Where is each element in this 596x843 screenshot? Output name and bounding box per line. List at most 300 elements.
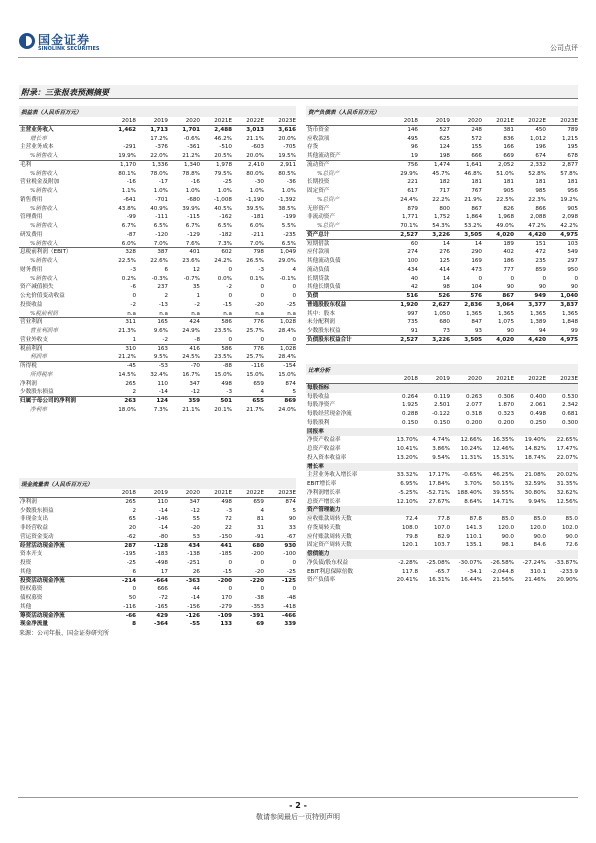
table-cell: 5 [292,389,296,396]
table-cell [418,550,450,559]
row-label: 存货周转天数 [307,524,341,531]
row-label: %总资产 [317,196,340,203]
table-cell: 1,075 [497,319,514,326]
year-header: 2020 [185,490,200,496]
table-cell: 549 [567,249,578,256]
row-label: 资产管理能力 [307,507,341,514]
table-row [19,178,296,187]
row-label: 固定资产周转天数 [307,542,352,549]
table-cell [418,463,450,472]
table-cell: -235 [283,231,296,238]
table-cell: 20 [128,525,136,531]
table-cell: 0 [228,586,232,593]
table-row [306,327,578,336]
table-cell: 416 [189,345,200,352]
table-cell: 60 [410,240,418,247]
table-cell: 248 [471,126,482,133]
table-cell: 14 [474,240,482,247]
table-cell: 6 [164,266,168,273]
row-label: 增长率 [30,135,47,142]
table-cell: 0.150 [401,419,418,426]
table-cell: 90 [570,284,578,291]
table-cell: 2,332 [529,161,546,168]
table-cell: 2,098 [561,214,578,221]
table-row [19,135,296,144]
table-cell: 40.9% [150,205,168,212]
table-cell: -510 [219,144,232,151]
row-label: %销售收入 [30,153,58,159]
table-cell: 776 [253,345,264,352]
table-cell: 387 [157,249,168,256]
table-cell: 221 [407,179,418,186]
table-cell: 98.1 [501,542,514,549]
table-row [19,266,296,275]
table-cell: 8.64% [464,498,482,505]
table-cell: 24.5% [182,354,200,361]
table-cell: 91 [410,328,418,334]
table-cell: 867 [502,293,514,299]
table-cell: 54.3% [432,223,450,229]
table-cell: 414 [439,266,450,273]
table-cell [450,506,482,515]
table-cell: 103.7 [433,542,450,549]
table-cell: -72 [158,595,168,601]
table-cell: 4,020 [496,336,514,343]
table-cell: 50.15% [492,481,514,487]
table-cell: 93 [474,328,482,334]
table-row [306,196,578,205]
table-cell: 666 [471,153,482,159]
table-cell: 15.0% [246,371,264,378]
table-cell: 3,013 [246,126,264,133]
table-row [19,213,296,222]
row-label: 应收款项 [307,135,330,142]
table-cell: 0 [228,336,232,343]
table-cell: 21.9% [464,196,482,203]
table-cell: -353 [251,603,264,610]
table-cell: 23.6% [182,258,200,264]
table-cell: 6.5% [217,223,232,229]
row-label: %销售收入 [30,275,58,282]
table-cell: 110 [157,498,168,505]
table-cell: 274 [407,249,418,256]
table-cell: 1,049 [279,249,296,256]
table-cell: -391 [250,612,264,619]
table-cell: -0.65% [462,472,482,479]
table-cell: 26 [192,568,200,575]
year-header: 2018 [403,376,418,382]
row-label: %总资产 [317,223,340,229]
table-cell [482,550,514,559]
header-blank [19,489,104,497]
table-cell: 6.7% [121,223,136,229]
table-cell: 2,527 [400,336,418,343]
table-cell: 72 [224,516,232,523]
table-cell: 85.0 [501,516,514,522]
row-label: 其他 [20,568,32,575]
table-cell: 0.2% [121,275,136,282]
table-cell: 96 [410,144,418,151]
table-cell: 165 [157,319,168,326]
table-cell: 13.20% [396,454,418,461]
year-header: 2019 [435,376,450,382]
table-cell: 21.2% [118,354,136,361]
table-title: 资产负债表（人民币百万元） [306,106,578,117]
table-cell: -279 [219,603,232,610]
table-cell: 21.2% [182,153,200,159]
table-cell: 3,505 [464,231,482,238]
table-row [19,542,296,551]
table-cell: -15 [222,568,232,575]
row-label: 负债 [307,293,319,299]
table-cell: 678 [567,153,578,159]
table-cell: -185 [219,551,232,558]
table-cell: 2 [132,507,136,514]
row-label: %销售收入 [30,205,58,212]
table-row [306,205,578,214]
table-cell: 65 [128,516,136,523]
table-cell: 1,365 [529,310,546,317]
table-row [306,266,578,275]
table-row [306,576,578,585]
table-cell: 26.5% [246,258,264,264]
table-cell: -705 [283,144,296,151]
table-cell: 13.70% [396,437,418,444]
table-cell: 602 [221,249,232,256]
table-cell: 0 [260,293,264,299]
table-cell: 1.0% [153,188,168,194]
table-cell [514,550,546,559]
table-row [306,506,578,515]
table-row [306,152,578,161]
table-cell: 20.0% [278,135,296,142]
table-cell: 328 [125,249,136,256]
table-cell: -3 [226,389,232,396]
table-cell: 104 [471,284,482,291]
table-cell: 798 [253,249,264,256]
table-cell: 1,474 [433,161,450,168]
table-cell: -664 [154,577,168,584]
year-header: 2019 [435,118,450,124]
table-cell: 22.2% [432,196,450,203]
table-cell: 38.5% [278,205,296,212]
table-cell: 78.8% [182,170,200,177]
table-cell: -25 [222,179,232,186]
disclaimer: 敬请参阅最后一页特别声明 [256,813,340,821]
table-row [306,292,578,301]
row-label: 非现金支出 [20,516,48,523]
table-cell: 473 [471,266,482,273]
table-header-row [306,375,578,384]
table-cell: 15.0% [214,371,232,378]
table-cell: -3 [226,507,232,514]
row-label: 研发费用 [20,231,43,238]
row-label: 其他流动负债 [307,258,341,264]
table-cell: -25 [286,568,296,575]
table-cell: 124 [439,144,450,151]
table-cell: -129 [187,231,200,238]
table-cell: n.a [191,310,200,317]
table-row [306,213,578,222]
table-cell [386,463,418,472]
header-divider [18,57,578,58]
table-cell: 49.0% [496,223,514,229]
row-label: 所得税率 [30,371,53,378]
table-cell: -125 [282,577,296,584]
table-row [19,353,296,362]
table-cell: 9.94% [528,498,546,505]
table-cell: 1.0% [281,188,296,194]
table-cell: 39.5% [246,205,264,212]
table-cell: -291 [123,144,136,151]
table-cell: 24.0% [278,406,296,413]
table-row [19,161,296,170]
table-cell: 1,050 [433,310,450,317]
table-cell: -146 [155,516,168,523]
table-cell: 767 [471,188,482,194]
table-cell: 4 [292,266,296,273]
table-cell: 836 [503,135,514,142]
row-label: %总资产 [317,170,340,177]
table-cell: 0 [510,275,514,282]
table-cell: 196 [535,144,546,151]
table-cell: 90 [288,516,296,523]
row-label: EBIT增长率 [307,481,337,487]
table-cell: 735 [407,319,418,326]
table-row [306,393,578,402]
table-cell: 45.7% [432,170,450,177]
table-cell: 19 [410,153,418,159]
table-cell: 572 [471,135,482,142]
table-cell: 170 [221,595,232,601]
table-cell [546,506,578,515]
table-cell: 472 [535,249,546,256]
table-row [306,428,578,437]
row-label: 资产负债率 [307,577,335,584]
table-row [306,336,578,345]
table-cell: 20.0% [246,153,264,159]
table-cell: 1,771 [401,214,418,221]
table-row [306,126,578,135]
page-number: - 2 - [289,801,307,810]
table-cell: 15.31% [492,454,514,461]
table-cell: -13 [158,301,168,308]
table-cell: 3.70% [464,481,482,487]
table-cell: -16 [126,179,136,186]
table-row [19,283,296,292]
row-label: 营业外收支 [20,336,48,343]
table-row [306,257,578,266]
table-row [306,135,578,144]
table-cell: -199 [283,214,296,221]
row-label: 主营业务收入增长率 [307,472,358,479]
table-cell: -12 [190,389,200,396]
table-cell: 14.5% [118,371,136,378]
row-label: 投资 [20,560,32,566]
table-cell: 70.1% [400,223,418,229]
table-cell: -34.1 [467,568,482,575]
table-cell: 6.5% [281,240,296,247]
row-label: 经营活动现金净流 [20,542,65,549]
table-cell: 3,226 [432,336,450,343]
table-cell: -14 [190,595,200,601]
table-row [306,515,578,524]
table-cell: 956 [567,188,578,194]
table-cell: 756 [407,161,418,168]
table-cell: 874 [285,498,296,505]
table-cell: 21.7% [246,406,264,413]
table-row [306,231,578,240]
table-cell: 997 [407,310,418,317]
row-label: 每股经营现金净流 [307,411,352,417]
table-cell: 2.501 [433,402,450,409]
row-label: 营运资金变动 [20,533,54,540]
table-cell: 22.65% [556,437,578,444]
table-row [19,362,296,371]
row-label: 净负债/股东权益 [307,559,349,566]
row-label: 现金净流量 [20,621,48,628]
table-cell: 498 [221,380,232,387]
table-cell: 69 [256,621,264,628]
table-cell: 181 [567,179,578,186]
table-cell: 381 [503,126,514,133]
table-cell: 0 [260,284,264,291]
table-cell: 90 [506,328,514,334]
table-cell: 39.9% [182,205,200,212]
row-label: 每股股利 [307,419,330,426]
table-cell: 21.56% [492,577,514,584]
table-cell: 12.56% [556,498,578,505]
table-cell: -99 [126,214,136,221]
table-cell: 1,968 [497,214,514,221]
table-cell: 24.2% [214,258,232,264]
table-cell: -0.122 [431,411,450,417]
table-cell: 0.119 [433,393,450,400]
table-cell: 402 [503,249,514,256]
table-row [306,533,578,542]
table-cell: 526 [438,293,450,299]
table-cell: 181 [535,179,546,186]
table-cell: -150 [219,533,232,540]
table-cell: -680 [187,196,200,203]
table-cell: 90.0 [533,533,546,540]
table-cell: 100 [407,258,418,264]
table-cell: 82.9 [437,533,450,540]
row-label: 非流动资产 [307,214,335,221]
table-cell: 655 [252,398,264,404]
table-cell: 12 [192,266,200,273]
table-cell: 0 [292,336,296,343]
table-cell: 22.6% [150,258,168,264]
table-cell: 4,975 [560,336,578,343]
balance-sheet-table [306,106,578,345]
table-cell: n.a [287,310,296,317]
table-cell: 0 [260,586,264,593]
table-cell: 195 [567,144,578,151]
table-cell: 0 [478,275,482,282]
row-label: 少数股东权益 [307,328,341,334]
table-cell [386,550,418,559]
table-cell: 7.6% [185,240,200,247]
table-row [19,257,296,266]
table-cell [450,550,482,559]
table-cell: -30 [254,179,264,186]
table-cell: 2.342 [561,402,578,409]
table-cell: 4,420 [528,231,546,238]
year-header: 2021E [214,490,232,496]
table-cell: -14 [158,525,168,531]
table-cell: 1.870 [497,402,514,409]
table-cell: 120.0 [529,524,546,531]
table-row [19,143,296,152]
year-header: 2023E [560,376,578,382]
table-cell: -128 [154,542,168,549]
row-label: %销售收入 [30,223,58,229]
row-label: 销售费用 [20,196,43,203]
table-cell: -211 [251,231,264,238]
table-cell: 124 [156,398,168,404]
row-label: 总资产增长率 [307,498,341,505]
year-header: 2022E [246,118,264,124]
table-cell: 32.59% [524,481,546,487]
table-header-row [306,117,578,126]
table-cell: -45 [126,363,136,369]
table-cell: 1.925 [401,402,418,409]
year-header: 2020 [467,376,482,382]
table-cell: 311 [125,319,136,326]
table-cell: -641 [123,196,136,203]
table-cell: 5.5% [281,223,296,229]
table-cell: 25.7% [246,328,264,334]
table-cell: 1,978 [215,161,232,168]
table-cell: 57.8% [560,170,578,177]
table-cell: -498 [155,560,168,566]
table-row [19,594,296,603]
table-cell: 17.17% [428,472,450,479]
table-row [306,559,578,568]
table-cell [450,384,482,393]
year-header: 2019 [153,490,168,496]
table-cell: 1,040 [560,293,578,299]
table-cell: -182 [219,231,232,238]
table-cell: 77.8 [437,516,450,522]
year-header: 2020 [185,118,200,124]
row-label: 流动资产 [307,161,330,168]
header-blank [306,375,386,383]
table-cell: 85.0 [533,516,546,522]
row-label: 每股净资产 [307,402,335,409]
table-cell: 0.318 [465,411,482,417]
table-row [19,275,296,284]
row-label: 财务费用 [20,266,43,273]
table-cell: 16.44% [460,577,482,584]
table-cell: 166 [503,144,514,151]
table-cell: 181 [503,179,514,186]
table-cell: 1,215 [561,135,578,142]
table-cell: 90.0 [565,533,578,540]
table-cell: 0 [292,560,296,566]
table-cell: -1,392 [277,196,296,203]
table-cell: 6 [132,568,136,575]
table-cell: 22.0% [150,153,168,159]
table-row [19,498,296,507]
table-cell: 0 [228,560,232,566]
row-label: 投资活动现金净流 [20,577,65,584]
table-cell: 6.95% [400,481,418,487]
row-label: 应收账款周转天数 [307,516,352,522]
table-cell: 0 [260,336,264,343]
table-cell: 1,641 [465,161,482,168]
